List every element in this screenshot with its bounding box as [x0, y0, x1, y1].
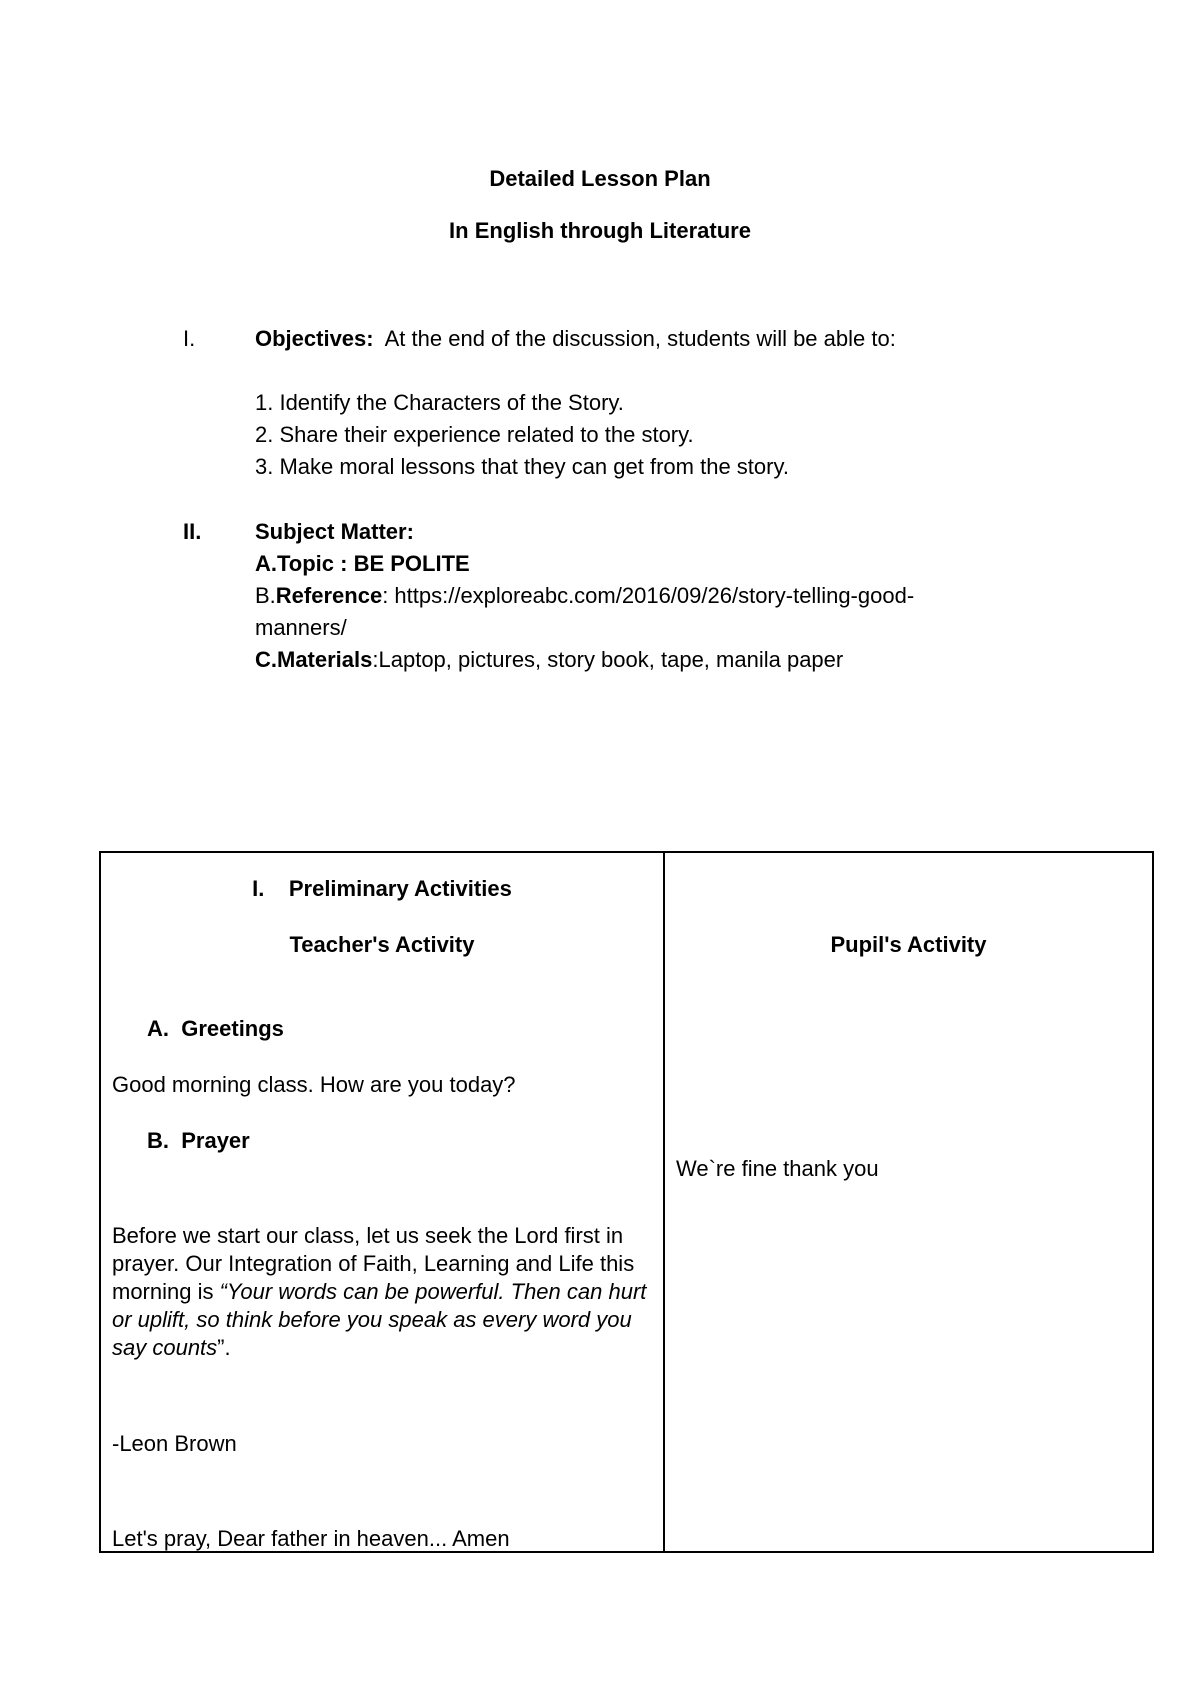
prayer-quote: “Your words can be powerful. Then can hurt or uplift, so think before you speak as every word you say counts: [112, 1279, 647, 1360]
prayer-paragraph: [112, 1222, 657, 1362]
greetings-text: Good morning class. How are you today?: [112, 1072, 516, 1097]
materials-value: :Laptop, pictures, story book, tape, manila paper: [372, 647, 844, 672]
reference-value: : https://exploreabc.com/2016/09/26/story-telling-good-: [382, 583, 915, 608]
subject-numeral: II.: [183, 519, 202, 544]
prayer-heading: B. Prayer: [147, 1128, 250, 1153]
objectives-line: [255, 326, 896, 352]
greetings-heading: A. Greetings: [147, 1016, 284, 1041]
page-title: Detailed Lesson Plan: [489, 166, 711, 191]
subject-topic: A.Topic : BE POLITE: [255, 551, 470, 576]
prayer-quote-end: ”.: [217, 1335, 231, 1360]
pupil-response: We`re fine thank you: [676, 1156, 879, 1181]
subject-reference: [255, 583, 914, 609]
objective-item-3: 3. Make moral lessons that they can get from the story.: [255, 454, 789, 479]
subject-label: Subject Matter:: [255, 519, 414, 544]
activities-table: [99, 851, 1154, 1553]
quote-author: -Leon Brown: [112, 1431, 237, 1456]
page-subtitle: In English through Literature: [449, 218, 751, 243]
pupil-activity-header: Pupil's Activity: [830, 932, 987, 957]
objective-item-1: 1. Identify the Characters of the Story.: [255, 390, 624, 415]
prayer-text: Before we start our class, let us seek the Lord first in prayer. Our Integration of Faith, Learning and Life this morning is: [112, 1223, 635, 1304]
reference-value-continued: manners/: [255, 615, 347, 640]
pupil-activity-cell: [665, 853, 1152, 1551]
preliminary-activities-heading: I. Preliminary Activities: [252, 876, 512, 901]
reference-prefix: B.: [255, 583, 276, 608]
objective-item-2: 2. Share their experience related to the story.: [255, 422, 694, 447]
objectives-numeral: I.: [183, 326, 196, 351]
objectives-intro: At the end of the discussion, students will be able to:: [384, 326, 896, 351]
materials-label: C.Materials: [255, 647, 373, 672]
objectives-label: Objectives:: [255, 326, 374, 351]
subject-materials: [255, 647, 843, 673]
reference-label: Reference: [275, 583, 383, 608]
teacher-activity-header: Teacher's Activity: [289, 932, 475, 957]
closing-prayer: Let's pray, Dear father in heaven... Amen: [112, 1526, 510, 1551]
teacher-activity-cell: [101, 853, 663, 1551]
